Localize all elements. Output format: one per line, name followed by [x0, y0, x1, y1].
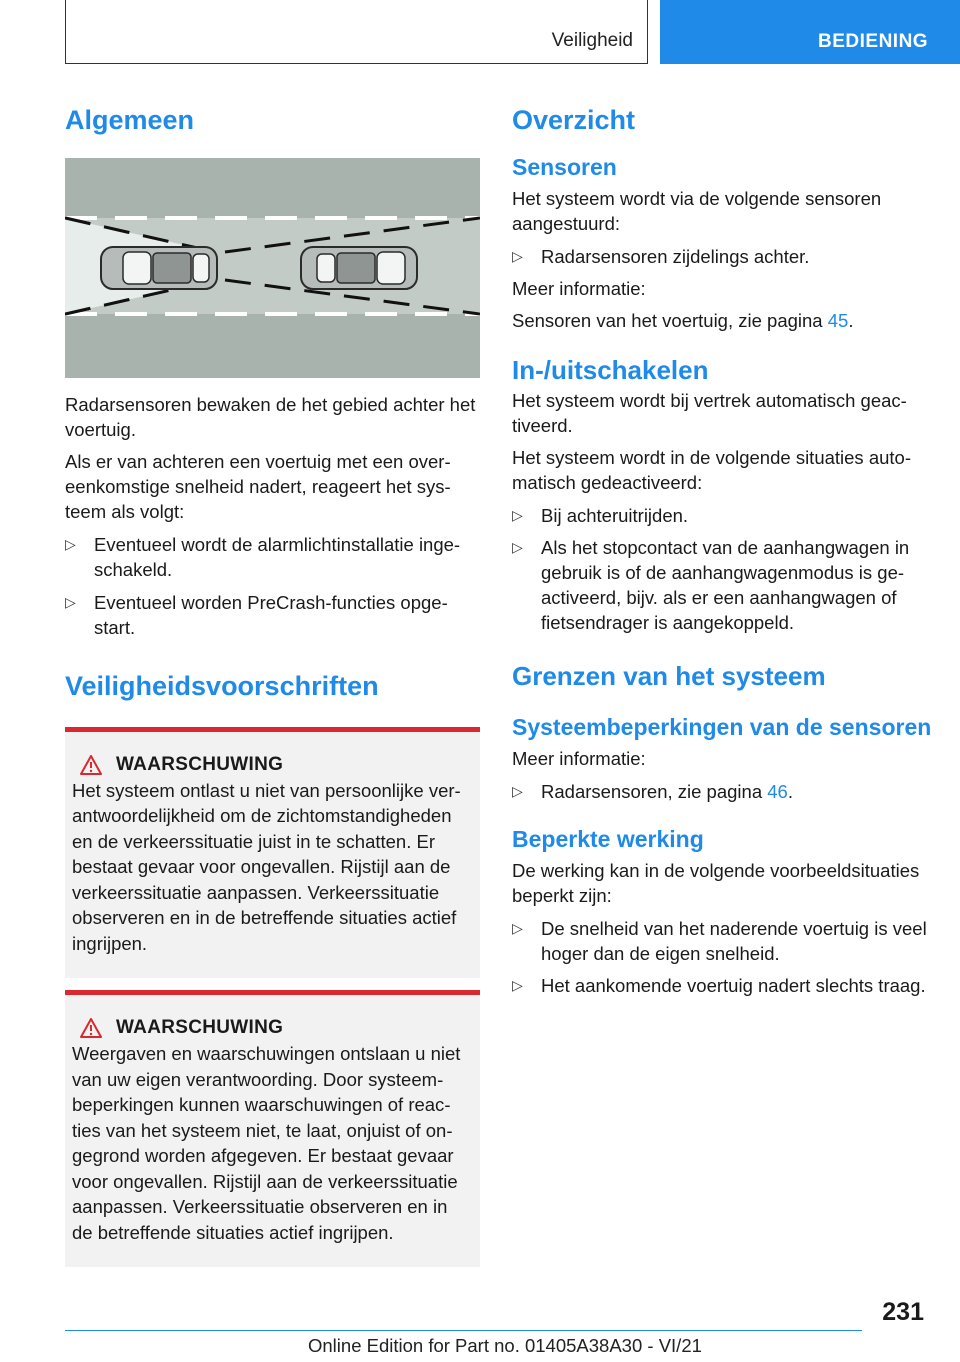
warning-label: WAARSCHUWING: [116, 753, 284, 775]
heading-in-uitschakelen: In-/uitschakelen: [512, 354, 709, 385]
triangle-bullet-icon: ▷: [65, 536, 76, 553]
heading-veiligheidsvoorschriften: Veiligheidsvoorschriften: [65, 671, 379, 702]
list-item: ▷ Radarsensoren zijdelings achter.: [512, 245, 810, 267]
intro-paragraph-2: Als er van achteren een voertuig met een overeenkomstige snelheid nadert, reageert het systeem als volgt:: [65, 451, 451, 523]
triangle-bullet-icon: ▷: [512, 919, 523, 936]
list-item: ▷ Bij achteruitrijden.: [512, 505, 689, 527]
triangle-bullet-icon: ▷: [512, 976, 523, 993]
section-title: Veiligheid: [551, 30, 633, 51]
chapter-tab[interactable]: BEDIENING: [660, 0, 960, 64]
meer-informatie-2: Meer informatie:: [512, 747, 646, 769]
warning-text: Het systeem ontlast u niet van persoonlijke verantwoordelijkheid om de zichtomstandigheden en de verkeerssituatie juist in te schatten. Er bestaat gevaar voor ongevallen. Rijstijl aan de verkeerssituatie aanpassen. Verkeerssituatie observeren en in de betreffende situaties actief ingrijpen.: [72, 779, 461, 954]
list-item: ▷ Als het stopcontact van de aanhangwagen in gebruik is of de aanhangwagenmodus is geactiveerd, bijv. als er een aanhangwagen of fietsendrager is aangekoppeld.: [512, 537, 910, 634]
left-column: [65, 100, 480, 1267]
heading-grenzen: Grenzen van het systeem: [512, 661, 826, 692]
warning-text: Weergaven en waarschuwingen ontslaan u niet van uw eigen verantwoording. Door systeembeperkingen kunnen waarschuwingen of reacties van het systeem niet, te laat, onjuist of ongegrond worden afgegeven. Er bestaat gevaar voor ongevallen. Rijstijl aan de verkeerssituatie aanpassen. Verkeerssituatie observeren en in de betreffende situaties actief ingrijpen.: [72, 1043, 461, 1243]
warning-box-1: [65, 727, 480, 979]
warning-triangle-icon: [80, 1018, 102, 1038]
triangle-bullet-icon: ▷: [65, 594, 76, 611]
sensoren-reference: Sensoren van het voertuig, zie pagina 45.: [512, 309, 854, 331]
triangle-bullet-icon: ▷: [512, 539, 523, 556]
footer-divider: [65, 1330, 862, 1331]
triangle-bullet-icon: ▷: [512, 507, 523, 524]
two-cars-radar-icon: [65, 158, 480, 378]
page-link-46[interactable]: 46: [767, 780, 788, 802]
list-item: ▷ De snelheid van het naderende voertuig is veel hoger dan de eigen snelheid.: [512, 917, 927, 964]
header-box: [65, 0, 648, 64]
triangle-bullet-icon: ▷: [512, 247, 523, 264]
page-link-45[interactable]: 45: [827, 309, 849, 331]
radar-illustration: [65, 158, 480, 378]
heading-overzicht: Overzicht: [512, 105, 636, 135]
list-item: ▷ Radarsensoren, zie pagina 46.: [512, 780, 793, 802]
heading-beperkte-werking: Beperkte werking: [512, 825, 704, 852]
list-item: ▷ Eventueel wordt de alarmlichtinstallatie ingeschakeld.: [65, 534, 461, 581]
list-item: ▷ Eventueel worden PreCrash-functies opgestart.: [65, 592, 448, 639]
werking-text: De werking kan in de volgende voorbeeldsituaties beperkt zijn:: [512, 859, 920, 906]
right-column: [512, 100, 932, 998]
warning-triangle-icon: [80, 755, 102, 775]
warning-label: WAARSCHUWING: [116, 1017, 284, 1039]
warning-box-2: [65, 990, 480, 1267]
triangle-bullet-icon: ▷: [512, 782, 523, 799]
sensoren-text: Het systeem wordt via de volgende sensoren aangestuurd:: [512, 187, 882, 234]
heading-sensoren: Sensoren: [512, 154, 617, 181]
page-number: 231: [882, 1298, 924, 1326]
car-front-icon: [301, 247, 417, 289]
heading-systeembeperkingen: Systeembeperkingen van de sensoren: [512, 714, 932, 741]
meer-informatie: Meer informatie:: [512, 277, 646, 299]
heading-algemeen: Algemeen: [65, 105, 195, 135]
inuit-text-1: Het systeem wordt bij vertrek automatisch geactiveerd.: [512, 390, 907, 437]
inuit-text-2: Het systeem wordt in de volgende situaties automatisch gedeactiveerd:: [512, 447, 911, 494]
list-item: ▷ Het aankomende voertuig nadert slechts traag.: [512, 974, 926, 996]
car-rear-icon: [101, 247, 217, 289]
edition-text: Online Edition for Part no. 01405A38A30 - VI/21: [308, 1335, 702, 1356]
intro-paragraph-1: Radarsensoren bewaken de het gebied achter het voertuig.: [65, 394, 476, 441]
